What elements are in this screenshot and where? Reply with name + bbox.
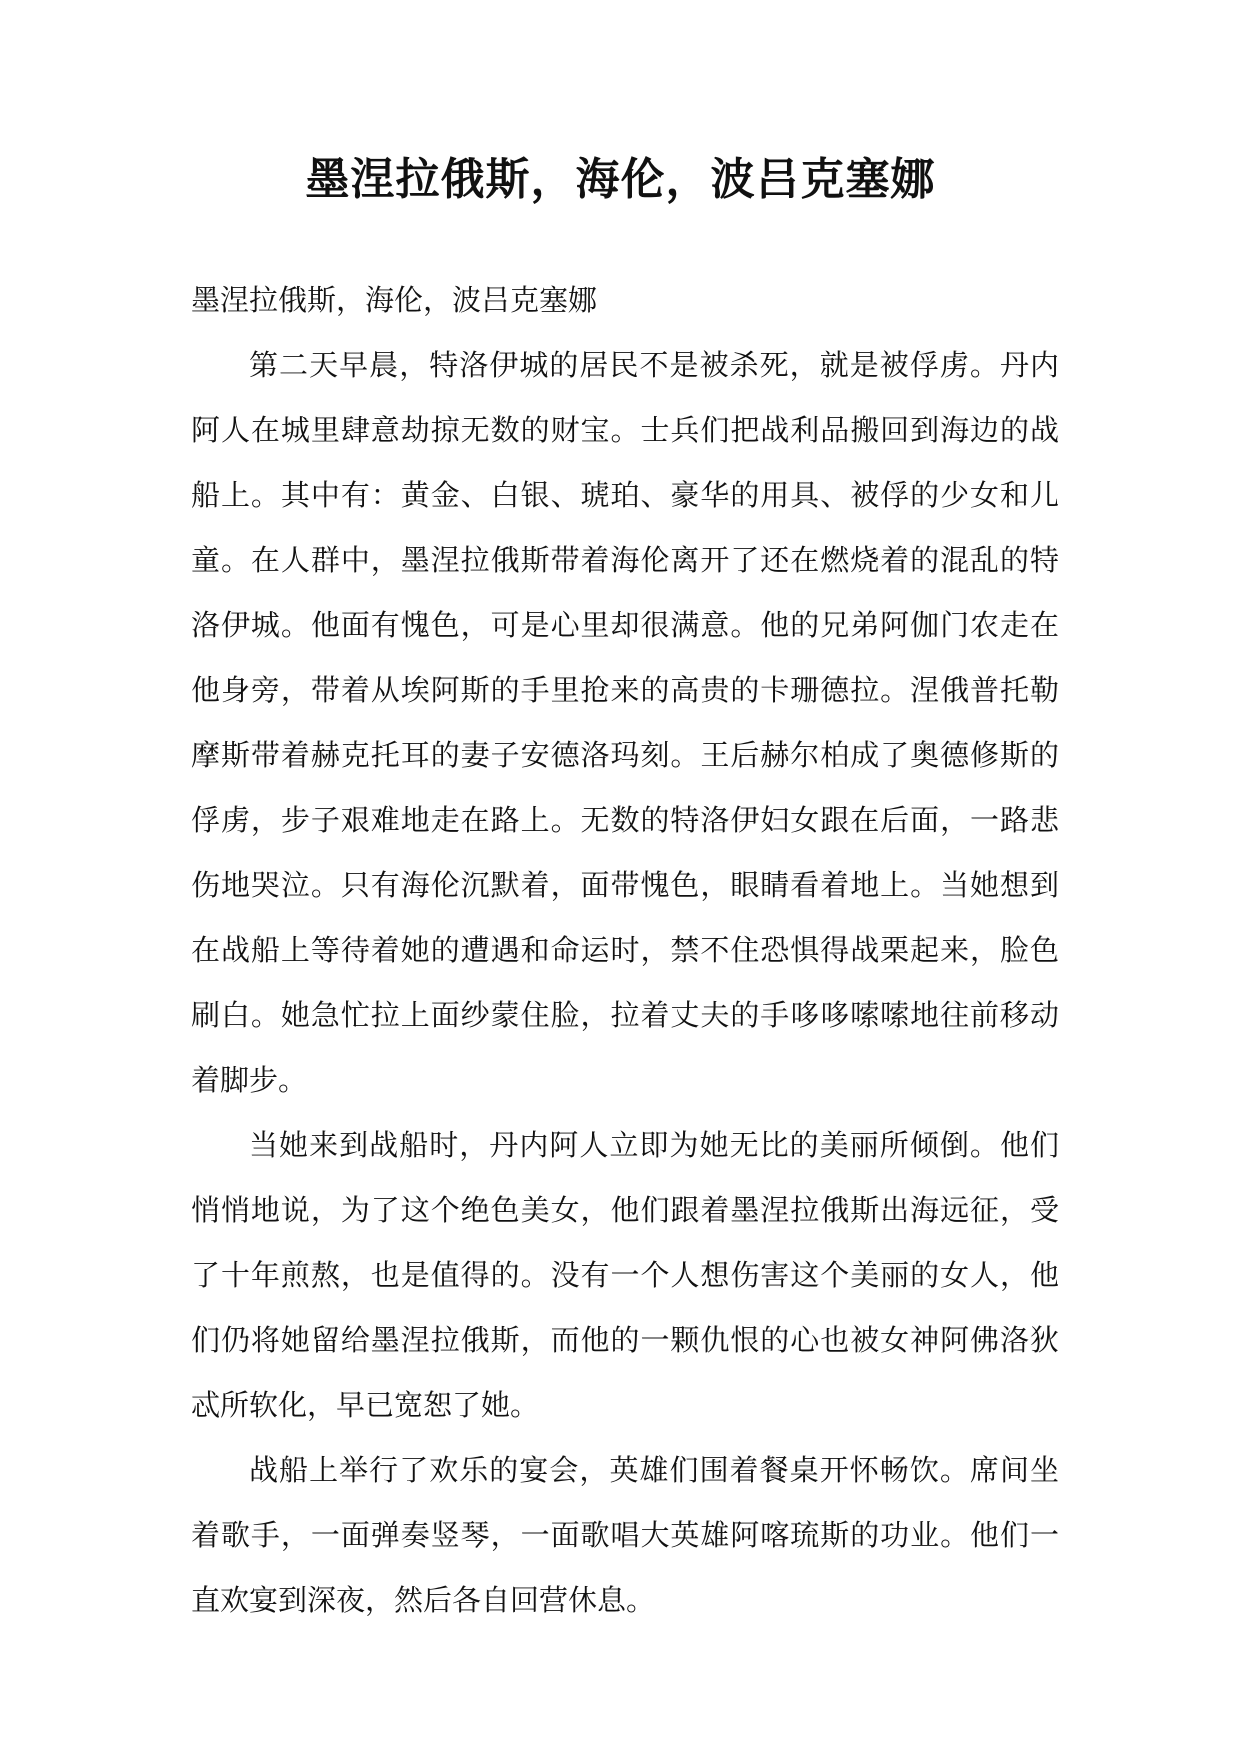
document-body [191,268,1059,1633]
paragraph-2: 当她来到战船时，丹内阿人立即为她无比的美丽所倾倒。他们悄悄地说，为了这个绝色美女，他们跟着墨涅拉俄斯出海远征，受了十年煎熬，也是值得的。没有一个人想伤害这个美丽的女人，他们仍将她留给墨涅拉俄斯，而他的一颗仇恨的心也被女神阿佛洛狄忒所软化，早已宽恕了她。 [191,1128,1059,1422]
paragraph-3: 战船上举行了欢乐的宴会，英雄们围着餐桌开怀畅饮。席间坐着歌手，一面弹奏竖琴，一面歌唱大英雄阿喀琉斯的功业。他们一直欢宴到深夜，然后各自回营休息。 [191,1453,1059,1617]
paragraph-1: 第二天早晨，特洛伊城的居民不是被杀死，就是被俘虏。丹内阿人在城里肆意劫掠无数的财宝。士兵们把战利品搬回到海边的战船上。其中有：黄金、白银、琥珀、豪华的用具、被俘的少女和儿童。在人群中，墨涅拉俄斯带着海伦离开了还在燃烧着的混乱的特洛伊城。他面有愧色，可是心里却很满意。他的兄弟阿伽门农走在他身旁，带着从埃阿斯的手里抢来的高贵的卡珊德拉。涅俄普托勒摩斯带着赫克托耳的妻子安德洛玛刻。王后赫尔柏成了奥德修斯的俘虏，步子艰难地走在路上。无数的特洛伊妇女跟在后面，一路悲伤地哭泣。只有海伦沉默着，面带愧色，眼睛看着地上。当她想到在战船上等待着她的遭遇和命运时，禁不住恐惧得战栗起来，脸色刷白。她急忙拉上面纱蒙住脸，拉着丈夫的手哆哆嗦嗦地往前移动着脚步。 [191,348,1059,1097]
document-subtitle: 墨涅拉俄斯，海伦，波吕克塞娜 [191,283,598,317]
document-title: 墨涅拉俄斯，海伦，波吕克塞娜 [305,154,936,205]
